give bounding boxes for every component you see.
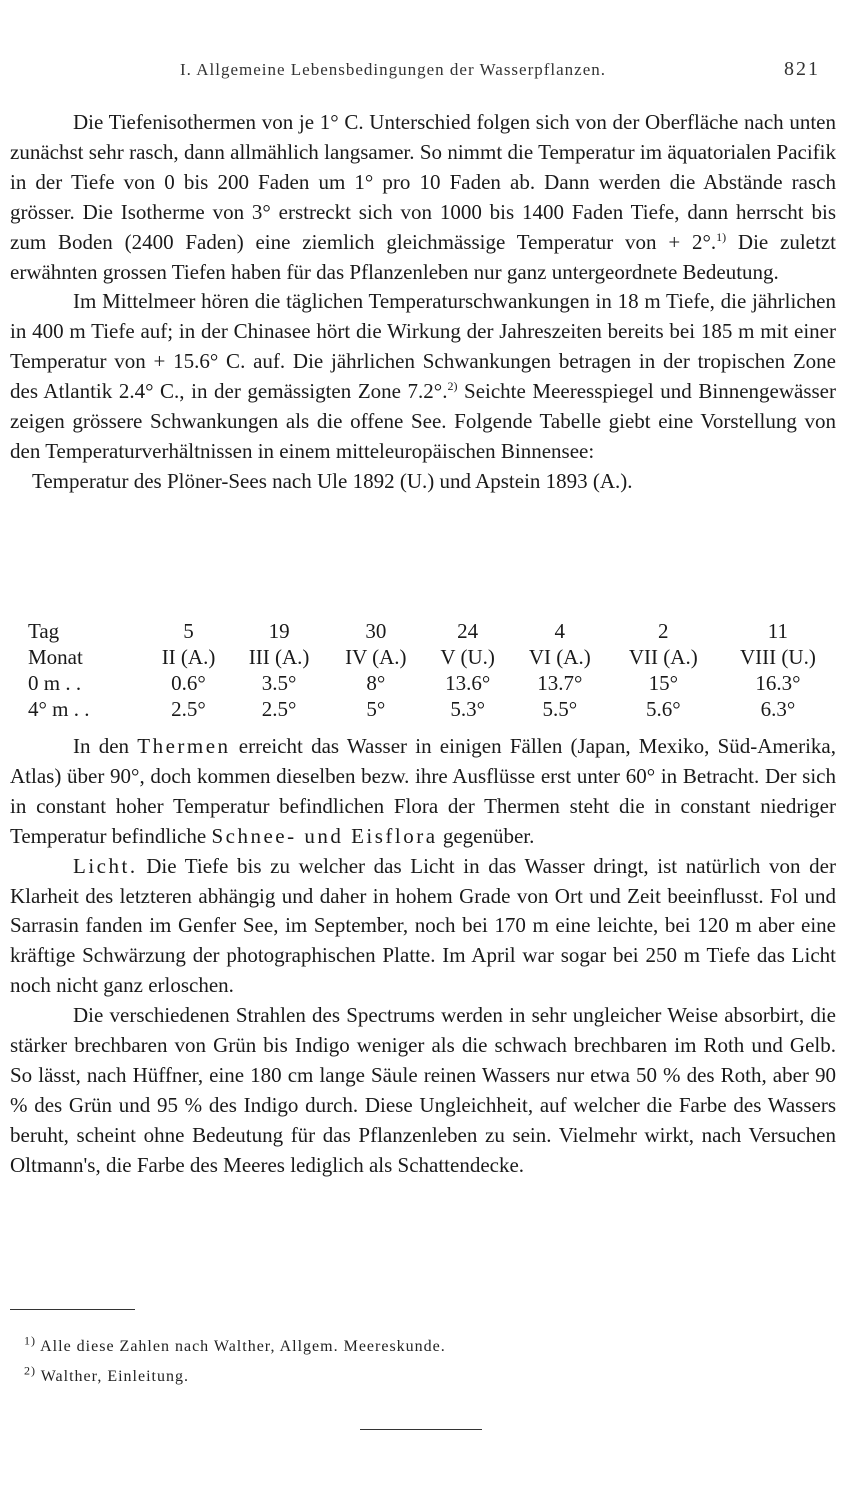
paragraph-licht [10,852,836,1002]
table-cell: V (U.) [440,644,495,669]
paragraph-isotherms [10,108,836,287]
main-text-lower [10,732,836,1181]
table-cell: 5.3° [450,696,485,721]
table-cell: 6.3° [760,696,796,721]
table-row-surface [28,670,838,696]
table-cell: 19 [268,618,290,643]
table-cell: 5.5° [542,696,578,721]
table-row-depth [28,696,838,722]
footnote-divider [10,1309,135,1310]
table-row-tag [28,618,838,644]
paragraph-text: erreicht das Wasser in einigen Fällen (Japan, Mexiko, Süd-Amerika, Atlas) über 90°, doch kommen dieselben bezw. ihre Ausflüsse erst unter 60° in Betracht. Der sich in constant hoher Temperatur befindlichen Flora der Thermen steht die in constant niedriger Temperatur befindliche [10,734,836,848]
paragraph-spectrum: Die verschiedenen Strahlen des Spectrums werden in sehr ungleicher Weise absorbirt, die stärker brechbaren von Grün bis Indigo weniger als die schwach brechbaren im Roth und Gelb. So lässt, nach Hüffner, eine 180 cm lange Säule reinen Wassers nur etwa 50 % des Roth, aber 90 % des Grün und 95 % des Indigo durch. Diese Ungleichheit, auf welcher die Farbe des Wassers beruht, scheint ohne Bedeutung für das Pflanzenleben zu sein. Vielmehr wirkt, nach Versuchen Oltmann's, die Farbe des Meeres lediglich als Schattendecke. [10,1003,836,1177]
end-divider [360,1429,482,1430]
table-row-monat [28,644,838,670]
footnote-mark: 1) [24,1333,36,1348]
table-cell: 0.6° [171,670,206,695]
table-cell: 13.7° [537,670,583,695]
emphasis-thermen: Thermen [137,734,231,758]
running-title: I. Allgemeine Lebensbedingungen der Wasserpflanzen. [180,60,607,79]
paragraph-text: Seichte Meeresspiegel und Binnengewässer zeigen grössere Schwankungen als die offene See. Folgende Tabelle giebt eine Vorstellung von den Temperaturverhältnissen in einem mitteleuropäischen Binnensee: [10,379,836,463]
paragraph-text: Die Tiefenisothermen von je 1° C. Unterschied folgen sich von der Oberfläche nach unten zunächst sehr rasch, dann allmählich langsamer. So nimmt die Temperatur im äquatorialen Pacifik in der Tiefe von 0 bis 200 Faden um 1° pro 10 Faden ab. Dann werden die Abstände rasch grösser. Die Isotherme von 3° erstreckt sich von 1000 bis 1400 Faden Tiefe, dann herrscht bis zum Boden (2400 Faden) eine ziemlich gleichmässige Temperatur von + 2°. [10,110,836,254]
table-cell: 24 [457,618,479,643]
paragraph-text: gegenüber. [437,823,535,848]
temperature-table [28,618,838,722]
table-cell: 13.6° [445,670,491,695]
paragraph-text: Die Tiefe bis zu welcher das Licht in das Wasser dringt, ist natürlich von der Klarheit des letzteren abhängig und daher in hohem Grade von Ort und Zeit beeinflusst. Fol und Sarrasin fanden im Genfer See, im September, noch bei 170 m eine leichte, bei 120 m aber eine kräftige Schwärzung der photographischen Platte. Im April war sogar bei 250 m Tiefe das Licht noch nicht ganz erloschen. [10,853,836,998]
table-cell: 2 [658,618,669,643]
table-cell: III (A.) [248,644,310,669]
footnote-ref-2: 2) [447,379,458,394]
footnote-text: Alle diese Zahlen nach Walther, Allgem. Meereskunde. [40,1338,446,1355]
paragraph-mediterranean [10,287,836,466]
table-caption: Temperatur des Plöner-Sees nach Ule 1892 (U.) und Apstein 1893 (A.). [32,468,633,493]
footnote-mark: 2) [24,1363,36,1378]
table-cell: 5° [366,696,386,721]
table-cell: 30 [365,618,387,643]
table-cell: 2.5° [171,696,206,721]
row-label: Monat [28,644,83,669]
table-cell: IV (A.) [345,644,407,669]
footnote-ref-1: 1) [716,229,727,244]
footnote-2 [24,1362,804,1392]
footnote-1 [24,1332,804,1362]
paragraph-text: In den [73,734,138,758]
table-cell: 5.6° [645,696,681,721]
footnotes [24,1332,804,1392]
table-cell: 8° [366,670,386,695]
footnote-text: Walther, Einleitung. [40,1368,189,1385]
table-cell: 16.3° [755,670,801,695]
table-cell: VII (A.) [628,644,698,669]
table-cell: VI (A.) [528,644,591,669]
row-label: 4° m . . [28,696,90,721]
table-cell: 15° [648,670,678,695]
table-cell: 2.5° [261,696,297,721]
paragraph-text: Im Mittelmeer hören die täglichen Temperaturschwankungen in 18 m Tiefe, die jährlichen in 400 m Tiefe auf; in der Chinasee hört die Wirkung der Jahreszeiten bereits bei 185 m mit einer Temperatur von + 15.6° C. auf. Die jährlichen Schwankungen betragen in der tropischen Zone des Atlantik 2.4° C., in der gemässigten Zone 7.2°. [10,289,836,404]
table-cell: VIII (U.) [740,644,816,669]
table-cell: II (A.) [161,644,216,669]
emphasis-licht: Licht. [73,853,138,878]
main-text-upper [10,108,836,497]
page-number: 821 [784,58,820,80]
table-cell: 5 [183,618,194,643]
table-cell: 11 [767,618,789,643]
paragraph-thermen [10,732,836,852]
running-header [180,60,820,80]
row-label: 0 m . . [28,670,82,695]
table-cell: 4 [554,618,566,643]
table-cell: 3.5° [261,670,297,695]
row-label: Tag [28,618,60,643]
paragraph-text: Die zuletzt erwähnten grossen Tiefen haben für das Pflanzenleben nur ganz untergeordnete Bedeutung. [10,229,836,284]
emphasis-schnee-eisflora: Schnee- und Eisflora [211,823,438,848]
